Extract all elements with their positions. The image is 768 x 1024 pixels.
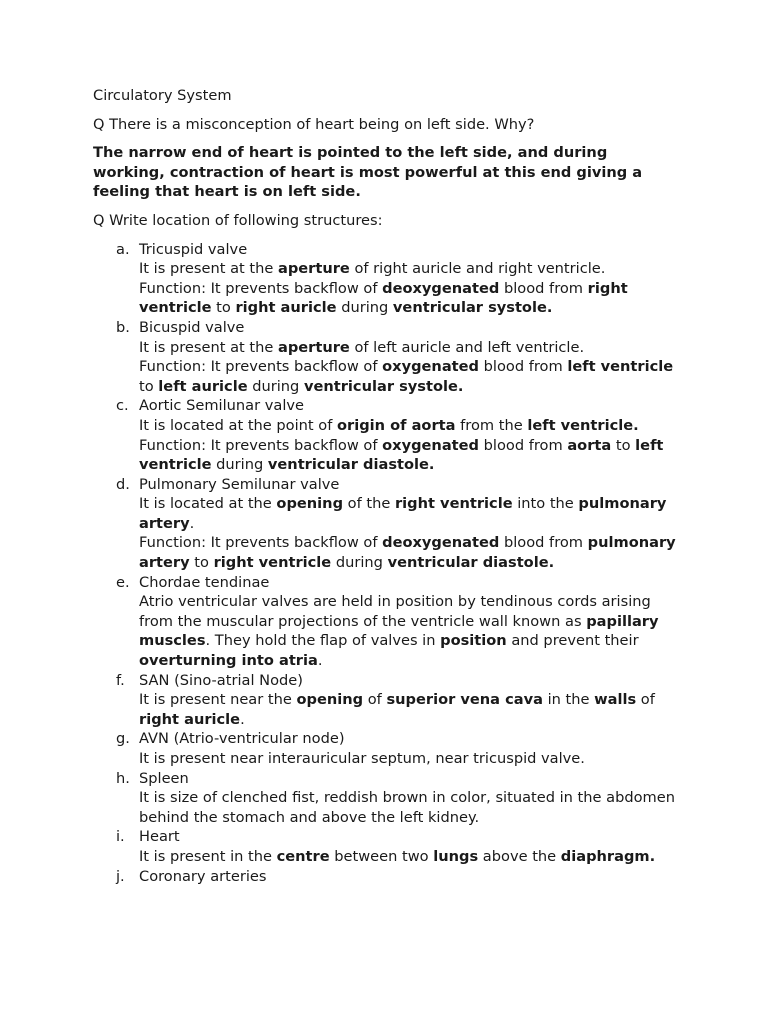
bold-text: left ventricle — [139, 436, 664, 474]
text-run: blood from — [479, 358, 568, 376]
document-title: Circulatory System — [93, 87, 232, 104]
text-run: between two — [329, 847, 434, 865]
text-run: in the — [542, 691, 595, 709]
text-run: of — [636, 691, 655, 709]
bold-text: ventricular systole. — [392, 299, 553, 317]
list-item — [93, 671, 683, 730]
text-run: . — [240, 710, 245, 728]
bold-text: oxygenated — [382, 358, 479, 376]
structure-description — [139, 338, 683, 358]
text-run: blood from — [479, 436, 568, 454]
text-run: . — [317, 652, 323, 670]
structure-description — [139, 749, 683, 769]
structure-description — [139, 259, 683, 279]
text-run: It is size of clenched fist, reddish brown in color, situated in the abdomen behind the stomach and above the left kidney. — [139, 789, 675, 826]
bold-text: left ventricle. — [527, 416, 639, 434]
list-item — [93, 318, 683, 396]
document-page — [93, 86, 683, 886]
bold-text: pulmonary artery — [139, 534, 676, 572]
list-item — [93, 867, 683, 887]
bold-text: right auricle — [139, 710, 241, 728]
bold-text: right ventricle — [394, 495, 513, 513]
bold-text: ventricular diastole. — [387, 554, 555, 572]
bold-text: superior vena cava — [386, 691, 543, 709]
text-run: to — [139, 377, 159, 395]
text-run: of right auricle and right ventricle. — [349, 260, 606, 278]
list-item — [93, 827, 683, 866]
structure-description — [139, 416, 683, 436]
text-run: It is located at the point of — [139, 416, 337, 434]
text-run: It is present in the — [139, 847, 277, 865]
text-run: Function: It prevents backflow of — [139, 279, 383, 297]
list-marker: i. — [116, 828, 125, 846]
text-run: of the — [343, 495, 395, 513]
text-run: during — [211, 456, 268, 474]
bold-text: aperture — [277, 338, 350, 356]
structure-description — [139, 494, 683, 533]
structure-name: Coronary arteries — [139, 867, 267, 885]
bold-text: aperture — [277, 260, 350, 278]
structure-name: Tricuspid valve — [139, 240, 248, 258]
list-marker: f. — [116, 671, 125, 689]
bold-text: deoxygenated — [382, 279, 500, 297]
text-run: of left auricle and left ventricle. — [349, 338, 585, 356]
text-run: . — [189, 514, 195, 532]
text-run: and prevent their — [506, 632, 639, 650]
list-item — [93, 396, 683, 474]
text-run: It is located at the — [139, 495, 277, 513]
text-run: above the — [478, 847, 561, 865]
structure-description — [139, 690, 683, 729]
structure-name: SAN (Sino-atrial Node) — [139, 671, 303, 689]
bold-text: left ventricle — [567, 358, 674, 376]
bold-text: left auricle — [158, 377, 248, 395]
text-run: during — [331, 554, 388, 572]
structure-description — [139, 592, 683, 670]
bold-text: lungs — [433, 847, 479, 865]
bold-text: position — [440, 632, 507, 650]
list-marker: g. — [116, 730, 130, 748]
list-marker: d. — [116, 475, 130, 493]
text-run: to — [189, 554, 214, 572]
text-run: from the — [455, 416, 528, 434]
bold-text: origin of aorta — [336, 416, 456, 434]
list-marker: h. — [116, 769, 130, 787]
bold-text: centre — [276, 847, 330, 865]
text-run: Function: It prevents backflow of — [139, 358, 383, 376]
bold-text: diaphragm. — [560, 847, 656, 865]
list-marker: j. — [116, 867, 125, 885]
bold-text: pulmonary artery — [139, 495, 667, 532]
bold-text: ventricular systole. — [303, 377, 464, 395]
bold-text: papillary muscles — [139, 612, 659, 650]
list-item — [93, 475, 683, 573]
structure-description — [139, 533, 683, 572]
text-run: to — [211, 299, 236, 317]
text-run: during — [247, 377, 304, 395]
list-marker: a. — [116, 240, 130, 258]
bold-text: opening — [296, 691, 364, 709]
list-marker: b. — [116, 318, 130, 336]
bold-text: ventricular diastole. — [267, 456, 435, 474]
question-1: Q There is a misconception of heart being on left side. Why? — [93, 115, 535, 133]
bold-text: right auricle — [235, 299, 337, 317]
list-item — [93, 769, 683, 828]
text-run: of — [363, 691, 387, 709]
question-2: Q Write location of following structures: — [93, 211, 383, 229]
bold-text: opening — [276, 495, 344, 513]
text-run: . They hold the flap of valves in — [205, 632, 441, 650]
list-item — [93, 729, 683, 768]
structure-name: Spleen — [139, 769, 189, 787]
structure-name: Aortic Semilunar valve — [139, 397, 304, 415]
bold-text: oxygenated — [382, 436, 479, 454]
bold-text: right ventricle — [213, 554, 332, 572]
bold-text: walls — [594, 691, 637, 709]
list-item — [93, 573, 683, 671]
list-item — [93, 240, 683, 318]
text-run: during — [336, 299, 393, 317]
list-marker: c. — [116, 397, 129, 415]
text-run: Function: It prevents backflow of — [139, 534, 383, 552]
text-run: blood from — [499, 279, 588, 297]
bold-text: right ventricle — [139, 279, 628, 317]
structure-description — [139, 788, 683, 827]
answer-1: The narrow end of heart is pointed to the left side, and during working, contraction of heart is most powerful at this end giving a feeling that heart is on left side. — [93, 144, 643, 201]
list-marker: e. — [116, 573, 130, 591]
structure-description — [139, 357, 683, 396]
text-run: to — [611, 436, 636, 454]
structure-description — [139, 436, 683, 475]
text-run: blood from — [499, 534, 588, 552]
text-run: Atrio ventricular valves are held in position by tendinous cords arising from the muscular projections of the ventricle wall known as — [139, 593, 651, 630]
text-run: It is present near interauricular septum, near tricuspid valve. — [139, 750, 585, 767]
text-run: into the — [512, 495, 579, 513]
text-run: It is present at the — [139, 260, 278, 278]
structure-list — [93, 240, 683, 887]
structure-name: Chordae tendinae — [139, 573, 270, 591]
structure-name: Bicuspid valve — [139, 318, 245, 336]
text-run: It is present near the — [139, 691, 297, 709]
text-run: Function: It prevents backflow of — [139, 436, 383, 454]
bold-text: deoxygenated — [382, 534, 500, 552]
structure-description — [139, 279, 683, 318]
bold-text: overturning into atria — [139, 652, 318, 670]
structure-name: AVN (Atrio-ventricular node) — [139, 730, 345, 748]
text-run: It is present at the — [139, 338, 278, 356]
structure-description — [139, 847, 683, 867]
structure-name: Pulmonary Semilunar valve — [139, 475, 340, 493]
structure-name: Heart — [139, 828, 180, 846]
bold-text: aorta — [567, 436, 612, 454]
